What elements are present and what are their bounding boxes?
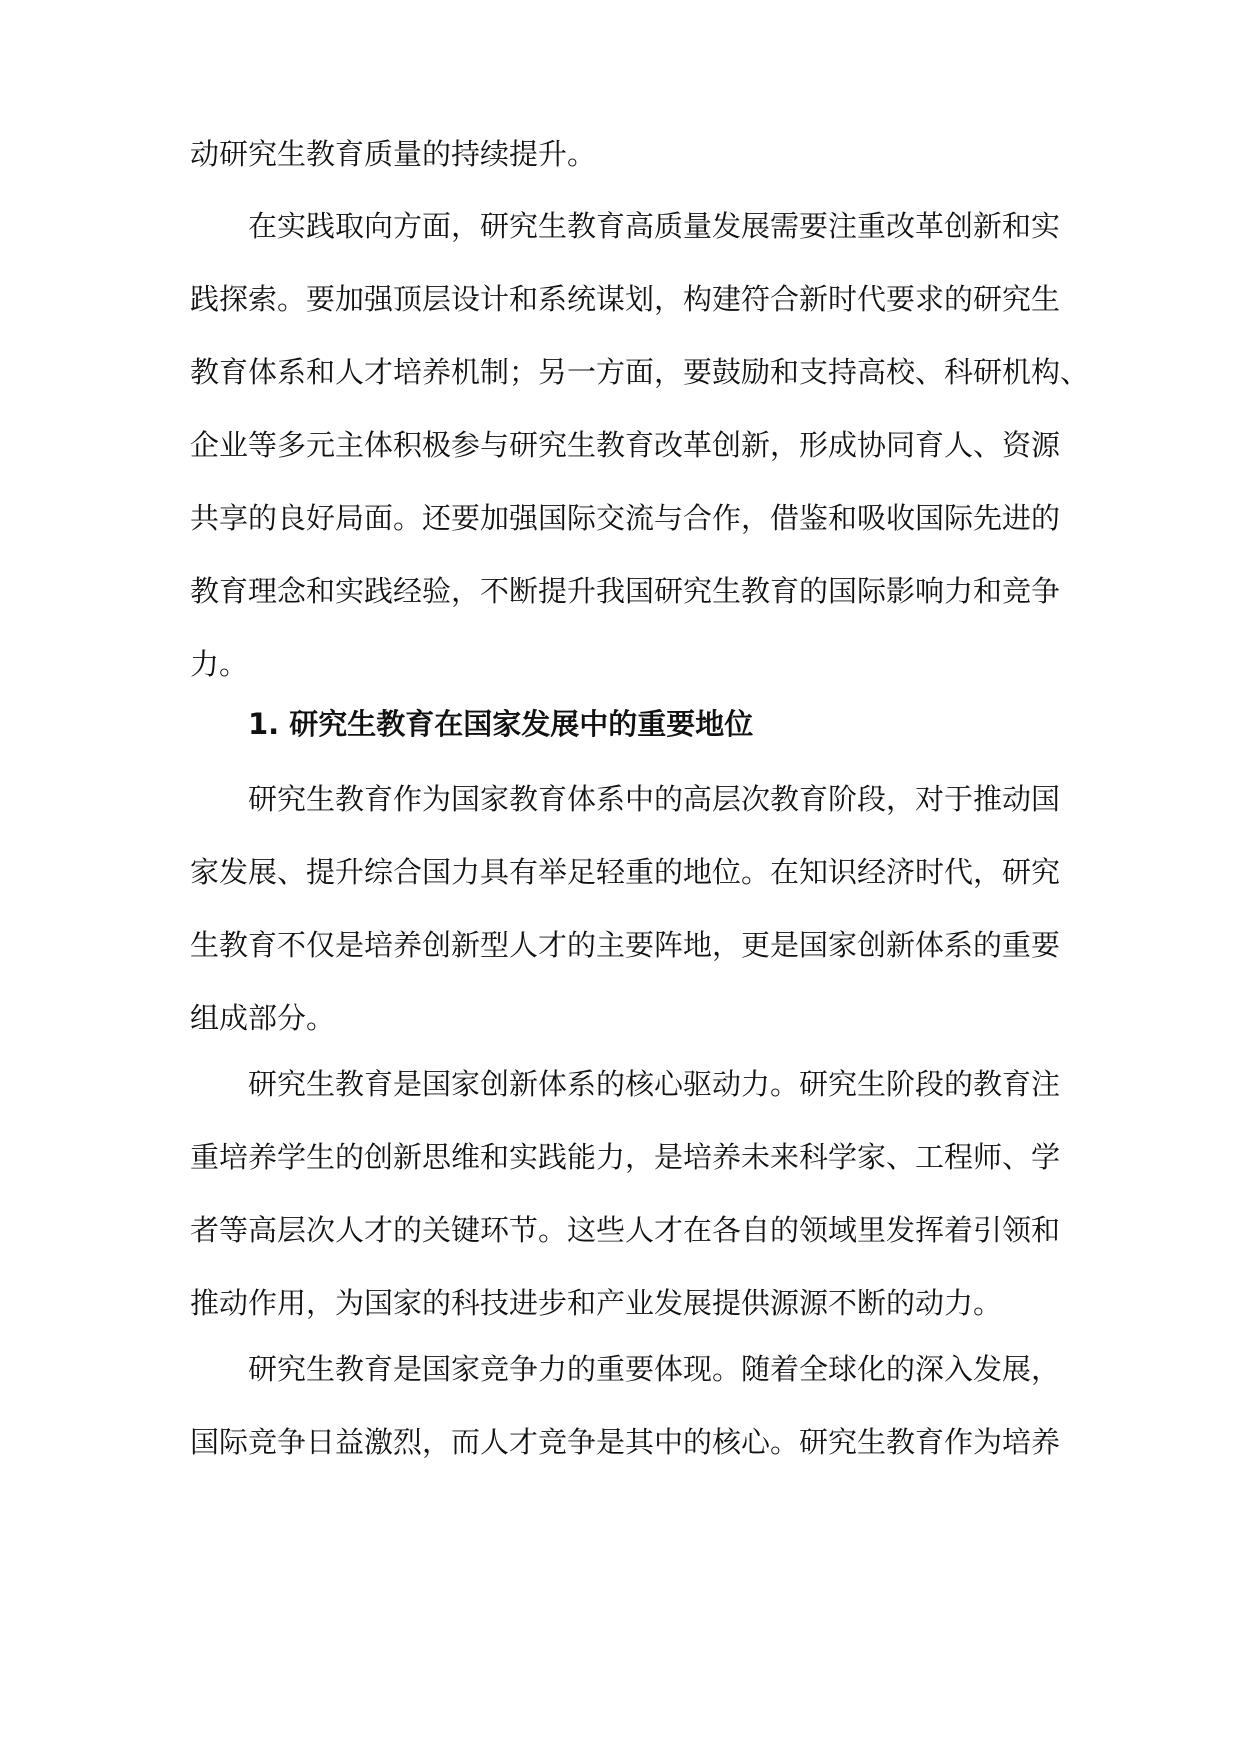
text-line: 力。	[190, 647, 249, 681]
text-line: 推动作用，为国家的科技进步和产业发展提供源源不断的动力。	[190, 1286, 1003, 1320]
text-line: 在实践取向方面，研究生教育高质量发展需要注重改革创新和实	[248, 209, 1061, 243]
paragraph-competitiveness	[190, 1333, 1061, 1479]
text-line: 生教育不仅是培养创新型人才的主要阵地，更是国家创新体系的重要	[190, 928, 1061, 962]
text-line: 动研究生教育质量的持续提升。	[190, 137, 597, 171]
text-line: 组成部分。	[190, 1001, 336, 1035]
section-heading: 1. 研究生教育在国家发展中的重要地位	[248, 707, 754, 741]
paragraph-innovation-driver	[190, 1048, 1061, 1340]
text-line: 践探索。要加强顶层设计和系统谋划，构建符合新时代要求的研究生	[190, 282, 1061, 316]
text-line: 教育理念和实践经验，不断提升我国研究生教育的国际影响力和竞争	[190, 574, 1061, 608]
text-line: 研究生教育作为国家教育体系中的高层次教育阶段，对于推动国	[248, 782, 1061, 816]
text-line: 者等高层次人才的关键环节。这些人才在各自的领域里发挥着引领和	[190, 1213, 1061, 1247]
text-line: 企业等多元主体积极参与研究生教育改革创新，形成协同育人、资源	[190, 428, 1061, 462]
text-line: 研究生教育是国家创新体系的核心驱动力。研究生阶段的教育注	[248, 1067, 1061, 1101]
text-line: 共享的良好局面。还要加强国际交流与合作，借鉴和吸收国际先进的	[190, 501, 1061, 535]
text-line: 研究生教育是国家竞争力的重要体现。随着全球化的深入发展，	[248, 1352, 1061, 1386]
paragraph-continuation	[190, 118, 1050, 191]
text-line: 重培养学生的创新思维和实践能力，是培养未来科学家、工程师、学	[190, 1140, 1061, 1174]
paragraph-status	[190, 763, 1061, 1055]
text-line: 国际竞争日益激烈，而人才竞争是其中的核心。研究生教育作为培养	[190, 1425, 1061, 1459]
text-line: 家发展、提升综合国力具有举足轻重的地位。在知识经济时代，研究	[190, 855, 1061, 889]
paragraph-practice-orientation	[190, 190, 1090, 701]
text-line: 教育体系和人才培养机制；另一方面，要鼓励和支持高校、科研机构、	[190, 355, 1090, 389]
